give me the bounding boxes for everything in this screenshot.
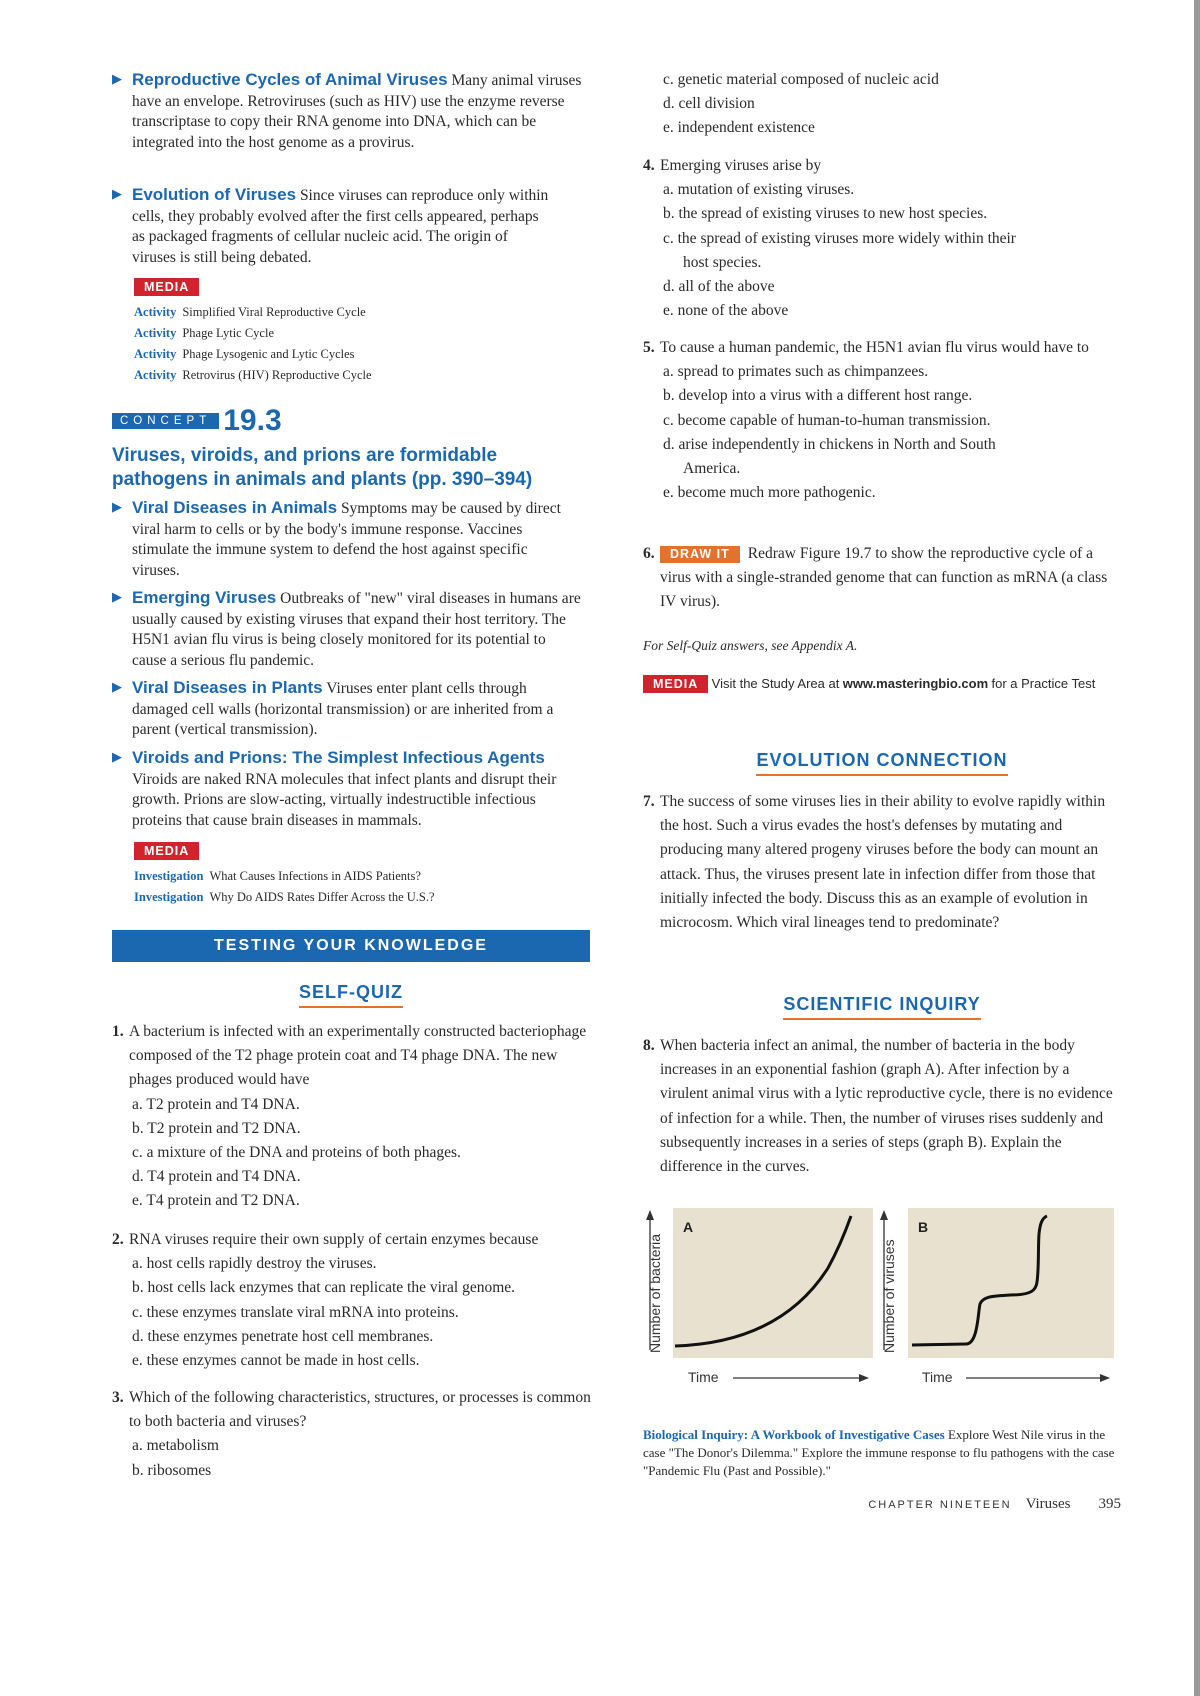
concept-heading: Viruses, viroids, and prions are formidable pathogens in animals and plants (pp. 390–394) (112, 445, 533, 490)
bullet-arrow-icon: ▶ (112, 750, 122, 765)
x-arrow-head-icon (1100, 1374, 1110, 1382)
graph-b-plot-area (908, 1208, 1114, 1358)
scientific-inquiry-heading: SCIENTIFIC INQUIRY (643, 994, 1121, 1020)
self-quiz-heading: SELF-QUIZ (112, 982, 590, 1008)
question-8: 8. When bacteria infect an animal, the number of bacteria in the body increases in an exponential fashion (graph A). After infection by a virulent animal virus with a lytic reproductive cycle, there is no evidence of infection for a while. Then, the number of viruses rises suddenly and subsequently increases in a series of steps (graph B). Explain the difference in the curves. (643, 1037, 1113, 1176)
summary-item (112, 185, 552, 268)
bullet-arrow-icon: ▶ (112, 680, 122, 695)
summary-item (112, 70, 592, 153)
media-link[interactable]: Activity Phage Lysogenic and Lytic Cycles (134, 347, 355, 361)
summary-title: Reproductive Cycles of Animal Viruses (132, 70, 448, 89)
media-link[interactable]: Activity Simplified Viral Reproductive Cycle (134, 305, 366, 319)
bullet-arrow-icon: ▶ (112, 500, 122, 515)
y-arrow-head-icon (646, 1210, 654, 1220)
masteringbio-link[interactable]: www.masteringbio.com (842, 676, 989, 691)
concept-number: 19.3 (223, 404, 282, 437)
footer-title: Viruses (1025, 1496, 1071, 1512)
media-list (134, 302, 372, 386)
evolution-connection-heading: EVOLUTION CONNECTION (643, 750, 1121, 776)
draw-it-badge: DRAW IT (660, 546, 740, 563)
bullet-arrow-icon: ▶ (112, 590, 122, 605)
media-link[interactable]: Activity Phage Lytic Cycle (134, 326, 275, 340)
media-badge: MEDIA (134, 278, 199, 296)
graph-a (643, 1208, 873, 1394)
summary-title: Evolution of Viruses (132, 185, 297, 204)
concept-label (112, 404, 282, 438)
question-3-continued: c. genetic material composed of nucleic acid d. cell division e. independent existence (663, 71, 939, 137)
media-link[interactable]: Investigation Why Do AIDS Rates Differ Across the U.S.? (134, 890, 435, 904)
y-arrow-head-icon (880, 1210, 888, 1220)
graph-b-ylabel: Number of viruses (881, 1239, 897, 1353)
question-3: 3. Which of the following characteristics, structures, or processes is common to both bacteria and viruses? a. metabolism b. ribosomes (112, 1389, 591, 1479)
summary-body: Since viruses can reproduce only within cells, they probably evolved after the first cells appeared, perhaps as packaged fragments of cellular nucleic acid. The origin of viruses is still being debated. (132, 187, 549, 266)
x-arrow-head-icon (859, 1374, 869, 1382)
media-link[interactable]: Activity Retrovirus (HIV) Reproductive Cycle (134, 368, 372, 382)
media-list (134, 866, 435, 908)
graph-a-title: A (683, 1219, 694, 1235)
page-footer (868, 1496, 1121, 1513)
summary-item: ▶ Viral Diseases in Plants Viruses enter plant cells through damaged cell walls (horizontal transmission) or are inherited from a parent (vertical transmission). (112, 678, 554, 739)
media-section (134, 842, 435, 908)
graph-b-title: B (918, 1219, 929, 1235)
question-6: 6. DRAW IT Redraw Figure 19.7 to show the reproductive cycle of a virus with a single-stranded genome that can function as mRNA (a class IV virus). (643, 545, 1108, 611)
graph-a-ylabel: Number of bacteria (647, 1233, 663, 1353)
graph-b-xlabel: Time (922, 1369, 953, 1385)
media-link[interactable]: Investigation What Causes Infections in AIDS Patients? (134, 869, 421, 883)
testing-knowledge-bar: TESTING YOUR KNOWLEDGE (112, 930, 590, 962)
question-1: 1. A bacterium is infected with an experimentally constructed bacteriophage composed of the T2 phage protein coat and T4 phage DNA. The new phages produced would have a. T2 protein and T4 DNA. b. T2 protein and T2 DNA. c. a mixture of the DNA and proteins of both phages. d. T4 protein and T4 DNA. e. T4 protein and T2 DNA. (112, 1023, 587, 1210)
summary-item: ▶ Viroids and Prions: The Simplest Infectious Agents Viroids are naked RNA molecules that infect plants and disrupt their growth. Prions are slow-acting, virtually indestructible infectious proteins that cause brain diseases in mammals. (112, 748, 557, 829)
question-4: 4. Emerging viruses arise by a. mutation of existing viruses. b. the spread of existing viruses to new host species. c. the spread of existing viruses more widely within their host species. d. all of the above e. none of the above (643, 157, 1016, 320)
answers-note: For Self-Quiz answers, see Appendix A. (643, 638, 858, 653)
page-edge (1194, 0, 1200, 1696)
media-badge: MEDIA (643, 675, 708, 693)
footer-chapter: CHAPTER NINETEEN (868, 1499, 1012, 1511)
bullet-arrow-icon: ▶ (112, 72, 122, 87)
graph-a-xlabel: Time (688, 1369, 719, 1385)
inquiry-title: Biological Inquiry: A Workbook of Investigative Cases (643, 1427, 945, 1442)
question-5: 5. To cause a human pandemic, the H5N1 avian flu virus would have to a. spread to primates such as chimpanzees. b. develop into a virus with a different host range. c. become capable of human-to-human transmission. d. arise independently in chickens in North and South America. e. become much more pathogenic. (643, 339, 1089, 502)
summary-item: ▶ Viral Diseases in Animals Symptoms may be caused by direct viral harm to cells or by the body's immune response. Vaccines stimulate the immune system to defend the host against specific viruses. (112, 498, 561, 579)
concept-box: CONCEPT (112, 413, 219, 429)
media-badge: MEDIA (134, 842, 199, 860)
summary-body: Many animal viruses have an envelope. Retroviruses (such as HIV) use the enzyme reverse transcriptase to copy their RNA genome into DNA, which can be integrated into the host genome as a provirus. (132, 72, 582, 151)
media-practice-test: MEDIA Visit the Study Area at www.masteringbio.com for a Practice Test (643, 674, 1103, 694)
question-7: 7. The success of some viruses lies in their ability to evolve rapidly within the host. Such a virus evades the host's defenses by mutating and producing many altered progeny viruses before the body can mount an attack. Thus, the viruses present late in infection differ from those that initially infected the body. Discuss this as an example of evolution in microcosm. Which viral lineages tend to predominate? (643, 793, 1106, 932)
graph-b (876, 1208, 1116, 1394)
summary-item: ▶ Emerging Viruses Outbreaks of "new" viral diseases in humans are usually caused by existing viruses that expand their host territory. The H5N1 avian flu virus is being closely monitored for its potential to cause a serious flu pandemic. (112, 588, 581, 669)
media-section (134, 278, 372, 386)
biological-inquiry-note: Biological Inquiry: A Workbook of Investigative Cases Explore West Nile virus in the case "The Donor's Dilemma." Explore the immune response to flu pathogens with the case "Pandemic Flu (Past and Possible)." (643, 1427, 1115, 1478)
bullet-arrow-icon: ▶ (112, 187, 122, 202)
question-2: 2. RNA viruses require their own supply of certain enzymes because a. host cells rapidly destroy the viruses. b. host cells lack enzymes that can replicate the viral genome. c. these enzymes translate viral mRNA into proteins. d. these enzymes penetrate host cell membranes. e. these enzymes cannot be made in host cells. (112, 1231, 539, 1370)
page-number: 395 (1098, 1496, 1121, 1512)
graph-a-plot-area (673, 1208, 873, 1358)
